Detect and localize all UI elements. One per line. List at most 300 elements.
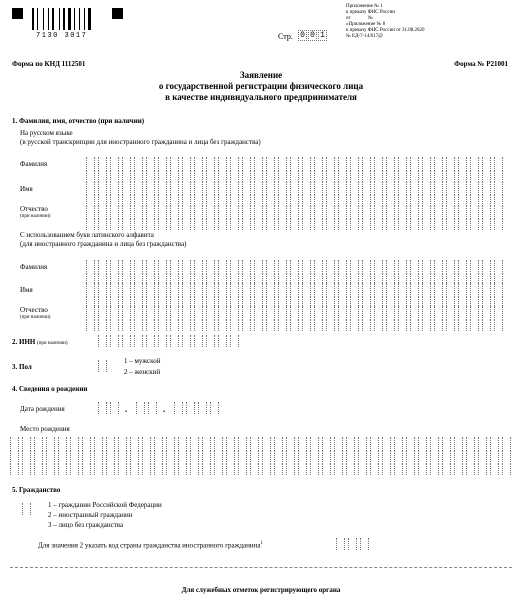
char-cell[interactable] (290, 319, 299, 331)
char-cell[interactable] (194, 218, 203, 230)
char-cell[interactable] (386, 157, 395, 169)
char-cell[interactable] (226, 437, 235, 449)
char-cell[interactable] (10, 437, 19, 449)
char-cell[interactable] (202, 463, 211, 475)
char-cell[interactable] (410, 157, 419, 169)
char-cell[interactable] (290, 205, 299, 217)
char-cell[interactable] (314, 205, 323, 217)
char-cell[interactable] (266, 181, 275, 193)
char-cell[interactable] (410, 260, 419, 272)
char-cell[interactable] (182, 260, 191, 272)
char-cell[interactable] (398, 157, 407, 169)
char-cell[interactable] (398, 306, 407, 318)
char-cell[interactable] (278, 181, 287, 193)
char-cell[interactable] (298, 450, 307, 462)
char-cell[interactable] (442, 463, 451, 475)
char-cell[interactable] (278, 283, 287, 295)
char-cell[interactable] (266, 218, 275, 230)
char-cell[interactable] (322, 437, 331, 449)
char-cell[interactable] (214, 450, 223, 462)
char-cell[interactable] (154, 450, 163, 462)
char-cell[interactable] (86, 218, 95, 230)
char-cell[interactable] (202, 437, 211, 449)
char-cell[interactable] (382, 463, 391, 475)
char-cell[interactable] (218, 218, 227, 230)
char-cell[interactable] (458, 306, 467, 318)
char-cell[interactable] (182, 306, 191, 318)
char-cell[interactable] (434, 260, 443, 272)
char-cell[interactable] (370, 450, 379, 462)
char-cell[interactable] (338, 205, 347, 217)
char-cell[interactable] (106, 437, 115, 449)
char-cell[interactable] (122, 319, 131, 331)
char-cell[interactable] (146, 283, 155, 295)
char-cell[interactable] (382, 450, 391, 462)
char-cell[interactable] (410, 306, 419, 318)
char-cell[interactable] (334, 437, 343, 449)
char-cell[interactable] (10, 463, 19, 475)
char-cell[interactable] (274, 450, 283, 462)
char-cell[interactable] (458, 205, 467, 217)
char-cell[interactable] (346, 450, 355, 462)
char-cell[interactable] (326, 283, 335, 295)
char-cell[interactable] (218, 205, 227, 217)
char-cell[interactable] (422, 283, 431, 295)
char-cell[interactable] (350, 157, 359, 169)
char-cell[interactable] (374, 218, 383, 230)
char-cell[interactable] (446, 306, 455, 318)
char-cell[interactable] (130, 463, 139, 475)
char-cell[interactable] (106, 450, 115, 462)
char-cell[interactable] (166, 437, 175, 449)
char-cell[interactable] (170, 319, 179, 331)
char-cell[interactable] (134, 218, 143, 230)
char-cell[interactable] (242, 181, 251, 193)
char-cell[interactable] (166, 463, 175, 475)
char-cell[interactable] (22, 437, 31, 449)
char-cell[interactable] (58, 450, 67, 462)
char-cell[interactable] (46, 437, 55, 449)
char-cell[interactable] (254, 205, 263, 217)
char-cell[interactable] (466, 463, 475, 475)
char-cell[interactable] (206, 181, 215, 193)
char-cell[interactable] (458, 283, 467, 295)
char-cell[interactable] (206, 319, 215, 331)
char-cell[interactable] (226, 450, 235, 462)
char-cell[interactable] (350, 260, 359, 272)
char-cell[interactable] (386, 218, 395, 230)
char-cell[interactable] (302, 260, 311, 272)
char-cell[interactable] (422, 218, 431, 230)
char-cell[interactable] (310, 450, 319, 462)
char-cell[interactable] (266, 205, 275, 217)
char-cell[interactable] (454, 450, 463, 462)
char-cell[interactable] (158, 157, 167, 169)
char-cell[interactable] (182, 181, 191, 193)
char-cell[interactable] (410, 319, 419, 331)
surname-ru-cells-row1[interactable] (86, 157, 506, 169)
char-cell[interactable] (122, 283, 131, 295)
gender-cell[interactable] (98, 360, 110, 372)
char-cell[interactable] (358, 450, 367, 462)
char-cell[interactable] (338, 181, 347, 193)
char-cell[interactable] (494, 283, 503, 295)
char-cell[interactable] (442, 450, 451, 462)
char-cell[interactable] (478, 437, 487, 449)
char-cell[interactable] (466, 450, 475, 462)
char-cell[interactable] (206, 218, 215, 230)
char-cell[interactable] (190, 463, 199, 475)
country-code-cells[interactable] (336, 538, 372, 550)
char-cell[interactable] (22, 463, 31, 475)
char-cell[interactable] (86, 157, 95, 169)
char-cell[interactable] (394, 450, 403, 462)
char-cell[interactable] (238, 437, 247, 449)
char-cell[interactable] (290, 157, 299, 169)
char-cell[interactable] (146, 205, 155, 217)
char-cell[interactable] (422, 205, 431, 217)
char-cell[interactable] (190, 437, 199, 449)
char-cell[interactable] (278, 319, 287, 331)
char-cell[interactable] (218, 319, 227, 331)
char-cell[interactable] (338, 306, 347, 318)
char-cell[interactable] (398, 319, 407, 331)
char-cell[interactable] (178, 450, 187, 462)
char-cell[interactable] (202, 450, 211, 462)
char-cell[interactable] (410, 218, 419, 230)
char-cell[interactable] (158, 335, 167, 347)
char-cell[interactable] (478, 463, 487, 475)
char-cell[interactable] (146, 335, 155, 347)
char-cell[interactable] (218, 260, 227, 272)
char-cell[interactable] (142, 463, 151, 475)
char-cell[interactable] (214, 437, 223, 449)
char-cell[interactable] (230, 306, 239, 318)
char-cell[interactable] (410, 181, 419, 193)
char-cell[interactable] (146, 319, 155, 331)
char-cell[interactable] (94, 450, 103, 462)
citizenship-cell[interactable] (22, 503, 34, 515)
char-cell[interactable] (242, 319, 251, 331)
char-cell[interactable] (470, 319, 479, 331)
char-cell[interactable] (374, 260, 383, 272)
char-cell[interactable] (326, 205, 335, 217)
char-cell[interactable] (470, 218, 479, 230)
char-cell[interactable] (110, 319, 119, 331)
char-cell[interactable] (350, 306, 359, 318)
inn-cells[interactable] (98, 335, 242, 347)
char-cell[interactable] (214, 463, 223, 475)
char-cell[interactable] (106, 463, 115, 475)
char-cell[interactable] (82, 450, 91, 462)
char-cell[interactable] (194, 319, 203, 331)
char-cell[interactable] (470, 157, 479, 169)
char-cell[interactable] (266, 306, 275, 318)
char-cell[interactable] (98, 205, 107, 217)
char-cell[interactable] (254, 218, 263, 230)
char-cell[interactable] (98, 218, 107, 230)
char-cell[interactable] (110, 205, 119, 217)
char-cell[interactable] (338, 283, 347, 295)
char-cell[interactable] (218, 335, 227, 347)
char-cell[interactable] (326, 319, 335, 331)
char-cell[interactable] (226, 463, 235, 475)
char-cell[interactable] (266, 283, 275, 295)
char-cell[interactable] (434, 306, 443, 318)
char-cell[interactable] (170, 260, 179, 272)
char-cell[interactable] (262, 450, 271, 462)
char-cell[interactable] (230, 218, 239, 230)
char-cell[interactable] (422, 306, 431, 318)
char-cell[interactable] (182, 157, 191, 169)
char-cell[interactable] (206, 335, 215, 347)
char-cell[interactable] (98, 335, 107, 347)
char-cell[interactable] (262, 463, 271, 475)
char-cell[interactable] (98, 306, 107, 318)
char-cell[interactable] (130, 437, 139, 449)
char-cell[interactable] (218, 306, 227, 318)
char-cell[interactable] (170, 335, 179, 347)
char-cell[interactable] (298, 463, 307, 475)
char-cell[interactable] (346, 437, 355, 449)
char-cell[interactable] (86, 181, 95, 193)
char-cell[interactable] (206, 283, 215, 295)
char-cell[interactable] (334, 450, 343, 462)
char-cell[interactable] (418, 437, 427, 449)
char-cell[interactable] (10, 450, 19, 462)
char-cell[interactable] (122, 306, 131, 318)
char-cell[interactable] (58, 437, 67, 449)
char-cell[interactable] (314, 306, 323, 318)
char-cell[interactable] (362, 319, 371, 331)
char-cell[interactable] (338, 157, 347, 169)
char-cell[interactable] (430, 450, 439, 462)
char-cell[interactable] (230, 205, 239, 217)
char-cell[interactable] (458, 260, 467, 272)
char-cell[interactable] (326, 260, 335, 272)
char-cell[interactable] (182, 218, 191, 230)
char-cell[interactable] (194, 181, 203, 193)
char-cell[interactable] (398, 283, 407, 295)
char-cell[interactable] (302, 218, 311, 230)
char-cell[interactable] (70, 450, 79, 462)
char-cell[interactable] (110, 157, 119, 169)
char-cell[interactable] (218, 283, 227, 295)
char-cell[interactable] (398, 218, 407, 230)
char-cell[interactable] (206, 306, 215, 318)
char-cell[interactable] (134, 283, 143, 295)
char-cell[interactable] (482, 181, 491, 193)
char-cell[interactable] (478, 450, 487, 462)
patronymic-lat-cells-row2[interactable] (86, 319, 506, 331)
char-cell[interactable] (502, 437, 511, 449)
char-cell[interactable] (118, 437, 127, 449)
char-cell[interactable] (134, 319, 143, 331)
char-cell[interactable] (370, 437, 379, 449)
char-cell[interactable] (374, 181, 383, 193)
char-cell[interactable] (422, 319, 431, 331)
char-cell[interactable] (118, 450, 127, 462)
char-cell[interactable] (286, 463, 295, 475)
char-cell[interactable] (238, 463, 247, 475)
char-cell[interactable] (158, 205, 167, 217)
char-cell[interactable] (82, 437, 91, 449)
char-cell[interactable] (170, 306, 179, 318)
char-cell[interactable] (242, 283, 251, 295)
char-cell[interactable] (434, 283, 443, 295)
char-cell[interactable] (362, 260, 371, 272)
char-cell[interactable] (170, 218, 179, 230)
char-cell[interactable] (262, 437, 271, 449)
char-cell[interactable] (122, 157, 131, 169)
char-cell[interactable] (250, 437, 259, 449)
char-cell[interactable] (178, 463, 187, 475)
char-cell[interactable] (194, 335, 203, 347)
char-cell[interactable] (446, 283, 455, 295)
char-cell[interactable] (326, 157, 335, 169)
char-cell[interactable] (422, 157, 431, 169)
char-cell[interactable] (274, 463, 283, 475)
char-cell[interactable] (490, 450, 499, 462)
char-cell[interactable] (290, 306, 299, 318)
char-cell[interactable] (322, 450, 331, 462)
char-cell[interactable] (182, 319, 191, 331)
char-cell[interactable] (34, 437, 43, 449)
char-cell[interactable] (194, 205, 203, 217)
char-cell[interactable] (238, 450, 247, 462)
char-cell[interactable] (314, 181, 323, 193)
char-cell[interactable] (218, 157, 227, 169)
char-cell[interactable] (110, 260, 119, 272)
char-cell[interactable] (350, 205, 359, 217)
char-cell[interactable] (254, 260, 263, 272)
char-cell[interactable] (194, 260, 203, 272)
char-cell[interactable] (482, 283, 491, 295)
name-ru-cells-row1[interactable] (86, 181, 506, 193)
char-cell[interactable] (442, 437, 451, 449)
char-cell[interactable] (182, 335, 191, 347)
char-cell[interactable] (230, 335, 239, 347)
char-cell[interactable] (350, 181, 359, 193)
char-cell[interactable] (230, 283, 239, 295)
char-cell[interactable] (154, 437, 163, 449)
char-cell[interactable] (134, 157, 143, 169)
char-cell[interactable] (230, 181, 239, 193)
char-cell[interactable] (98, 181, 107, 193)
char-cell[interactable] (122, 218, 131, 230)
char-cell[interactable] (502, 450, 511, 462)
char-cell[interactable] (374, 283, 383, 295)
char-cell[interactable] (494, 319, 503, 331)
char-cell[interactable] (290, 260, 299, 272)
char-cell[interactable] (362, 181, 371, 193)
char-cell[interactable] (170, 181, 179, 193)
char-cell[interactable] (158, 260, 167, 272)
char-cell[interactable] (446, 218, 455, 230)
char-cell[interactable] (434, 218, 443, 230)
char-cell[interactable] (86, 205, 95, 217)
birth-place-cells-row2[interactable] (10, 450, 514, 462)
char-cell[interactable] (194, 306, 203, 318)
char-cell[interactable] (242, 157, 251, 169)
char-cell[interactable] (422, 260, 431, 272)
char-cell[interactable] (142, 450, 151, 462)
char-cell[interactable] (206, 157, 215, 169)
char-cell[interactable] (370, 463, 379, 475)
birth-place-cells-row3[interactable] (10, 463, 514, 475)
char-cell[interactable] (362, 306, 371, 318)
char-cell[interactable] (70, 437, 79, 449)
char-cell[interactable] (146, 260, 155, 272)
char-cell[interactable] (254, 181, 263, 193)
char-cell[interactable] (454, 437, 463, 449)
char-cell[interactable] (206, 205, 215, 217)
char-cell[interactable] (374, 306, 383, 318)
char-cell[interactable] (146, 218, 155, 230)
char-cell[interactable] (430, 463, 439, 475)
char-cell[interactable] (386, 260, 395, 272)
char-cell[interactable] (466, 437, 475, 449)
char-cell[interactable] (374, 319, 383, 331)
char-cell[interactable] (242, 306, 251, 318)
char-cell[interactable] (494, 157, 503, 169)
char-cell[interactable] (94, 463, 103, 475)
char-cell[interactable] (278, 157, 287, 169)
char-cell[interactable] (490, 437, 499, 449)
char-cell[interactable] (86, 283, 95, 295)
char-cell[interactable] (86, 260, 95, 272)
char-cell[interactable] (386, 181, 395, 193)
char-cell[interactable] (58, 463, 67, 475)
char-cell[interactable] (266, 260, 275, 272)
char-cell[interactable] (434, 181, 443, 193)
char-cell[interactable] (350, 319, 359, 331)
char-cell[interactable] (326, 181, 335, 193)
char-cell[interactable] (434, 319, 443, 331)
char-cell[interactable] (434, 157, 443, 169)
char-cell[interactable] (386, 205, 395, 217)
char-cell[interactable] (94, 437, 103, 449)
char-cell[interactable] (310, 463, 319, 475)
char-cell[interactable] (22, 450, 31, 462)
char-cell[interactable] (398, 205, 407, 217)
char-cell[interactable] (46, 463, 55, 475)
birth-year-cells[interactable] (174, 402, 222, 414)
char-cell[interactable] (398, 260, 407, 272)
char-cell[interactable] (422, 181, 431, 193)
char-cell[interactable] (470, 205, 479, 217)
char-cell[interactable] (254, 306, 263, 318)
char-cell[interactable] (122, 335, 131, 347)
char-cell[interactable] (110, 335, 119, 347)
char-cell[interactable] (358, 463, 367, 475)
char-cell[interactable] (230, 260, 239, 272)
char-cell[interactable] (314, 319, 323, 331)
char-cell[interactable] (254, 283, 263, 295)
char-cell[interactable] (146, 306, 155, 318)
char-cell[interactable] (154, 463, 163, 475)
char-cell[interactable] (122, 260, 131, 272)
patronymic-ru-cells-row2[interactable] (86, 218, 506, 230)
char-cell[interactable] (134, 306, 143, 318)
char-cell[interactable] (358, 437, 367, 449)
char-cell[interactable] (230, 319, 239, 331)
char-cell[interactable] (34, 450, 43, 462)
char-cell[interactable] (382, 437, 391, 449)
char-cell[interactable] (274, 437, 283, 449)
char-cell[interactable] (194, 283, 203, 295)
char-cell[interactable] (134, 205, 143, 217)
